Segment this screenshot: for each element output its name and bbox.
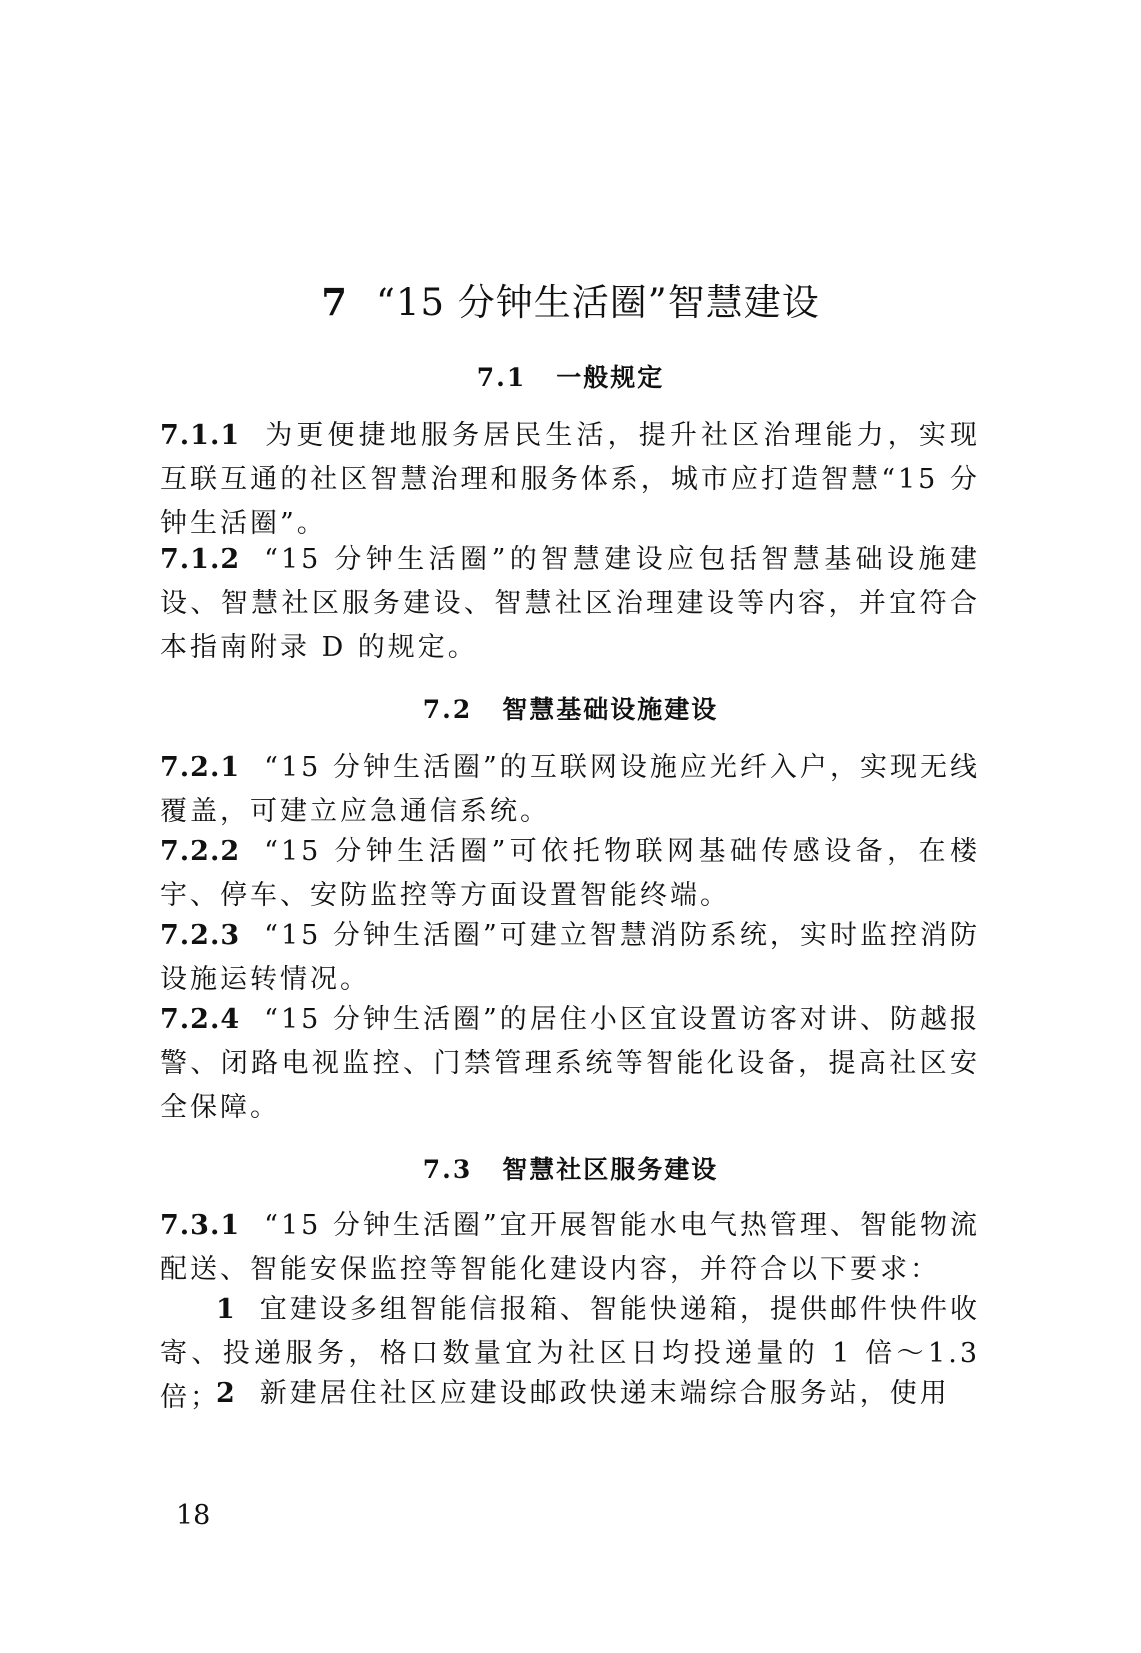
clause-7-2-3 <box>160 914 980 1002</box>
section-title: 智慧基础设施建设 <box>502 695 719 724</box>
clause-number: 7.1.2 <box>160 544 241 575</box>
item-text: 新建居住社区应建设邮政快递末端综合服务站，使用 <box>259 1378 950 1409</box>
clause-number: 7.2.4 <box>160 1004 241 1035</box>
list-item-2 <box>160 1372 980 1416</box>
chapter-title <box>0 272 1141 326</box>
clause-7-3-1 <box>160 1204 980 1292</box>
clause-text: “15 分钟生活圈”的智慧建设应包括智慧基础设施建设、智慧社区服务建设、智慧社区治理建设等内容，并宜符合本指南附录 D 的规定。 <box>160 544 980 663</box>
clause-7-2-1 <box>160 746 980 834</box>
chapter-title-text: “15 分钟生活圈”智慧建设 <box>376 281 820 324</box>
clause-7-1-1 <box>160 414 980 546</box>
item-number: 1 <box>216 1294 238 1325</box>
section-title: 一般规定 <box>556 363 665 392</box>
item-number: 2 <box>216 1378 238 1409</box>
clause-7-2-2 <box>160 830 980 918</box>
section-heading-7-1 <box>0 358 1141 394</box>
clause-number: 7.2.1 <box>160 752 241 783</box>
clause-text: “15 分钟生活圈”的居住小区宜设置访客对讲、防越报警、闭路电视监控、门禁管理系统等智能化设备，提高社区安全保障。 <box>160 1004 980 1123</box>
clause-7-1-2 <box>160 538 980 670</box>
section-number: 7.1 <box>476 363 527 392</box>
clause-7-2-4 <box>160 998 980 1130</box>
item-text: 宜建设多组智能信报箱、智能快递箱，提供邮件快件收寄、投递服务，格口数量宜为社区日均投递量的 1 倍～1.3 倍； <box>160 1294 980 1413</box>
clause-number: 7.2.3 <box>160 920 241 951</box>
section-heading-7-2 <box>0 690 1141 726</box>
section-heading-7-3 <box>0 1150 1141 1186</box>
page-number: 18 <box>176 1500 211 1531</box>
chapter-number: 7 <box>321 280 349 324</box>
clause-number: 7.2.2 <box>160 836 241 867</box>
clause-text: 为更便捷地服务居民生活，提升社区治理能力，实现互联互通的社区智慧治理和服务体系，城市应打造智慧“15 分钟生活圈”。 <box>160 420 980 539</box>
clause-number: 7.3.1 <box>160 1210 241 1241</box>
section-number: 7.2 <box>422 695 473 724</box>
clause-text: “15 分钟生活圈”的互联网设施应光纤入户，实现无线覆盖，可建立应急通信系统。 <box>160 752 980 827</box>
clause-text: “15 分钟生活圈”可依托物联网基础传感设备，在楼宇、停车、安防监控等方面设置智能终端。 <box>160 836 980 911</box>
clause-number: 7.1.1 <box>160 420 241 451</box>
clause-text: “15 分钟生活圈”宜开展智能水电气热管理、智能物流配送、智能安保监控等智能化建设内容，并符合以下要求： <box>160 1210 980 1285</box>
section-number: 7.3 <box>422 1155 473 1184</box>
section-title: 智慧社区服务建设 <box>502 1155 719 1184</box>
clause-text: “15 分钟生活圈”可建立智慧消防系统，实时监控消防设施运转情况。 <box>160 920 980 995</box>
